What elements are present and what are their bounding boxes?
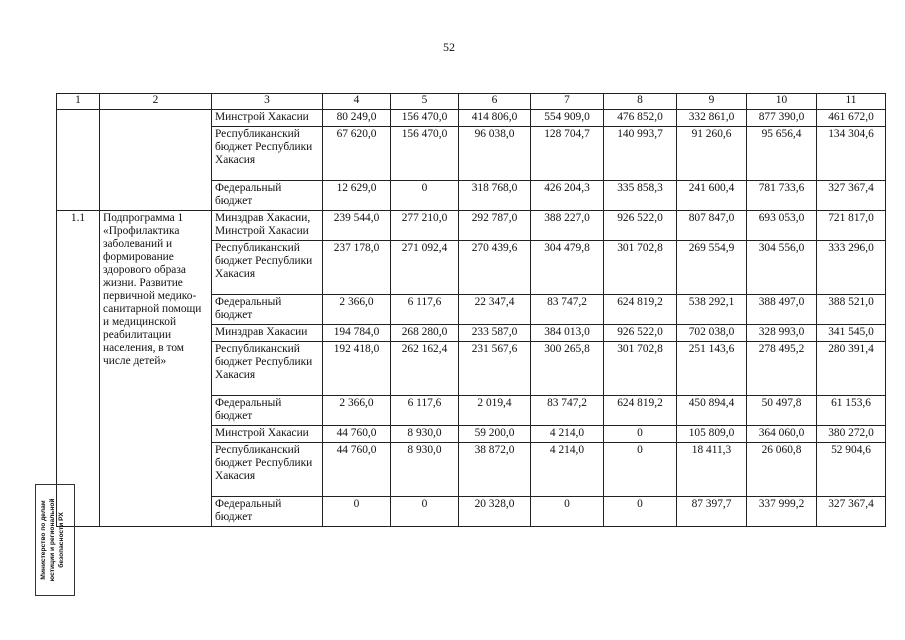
amount-cell: 2 366,0 xyxy=(323,396,391,426)
stamp-line: юстиции и региональной xyxy=(49,498,56,582)
budget-table xyxy=(56,93,886,527)
funding-source-cell: Республиканский бюджет Республики Хакасия xyxy=(212,342,323,396)
amount-cell: 241 600,4 xyxy=(677,181,747,211)
stamp-line: Министерство по делам xyxy=(40,500,47,580)
amount-cell: 80 249,0 xyxy=(323,110,391,127)
program-name-cell xyxy=(100,110,212,211)
header-cell: 5 xyxy=(391,94,459,110)
amount-cell: 426 204,3 xyxy=(531,181,604,211)
amount-cell: 251 143,6 xyxy=(677,342,747,396)
amount-cell: 693 053,0 xyxy=(747,211,817,241)
funding-source-cell: Федеральный бюджет xyxy=(212,396,323,426)
table-row xyxy=(57,211,886,241)
header-row xyxy=(57,94,886,110)
amount-cell: 380 272,0 xyxy=(817,426,886,443)
amount-cell: 328 993,0 xyxy=(747,325,817,342)
header-cell: 2 xyxy=(100,94,212,110)
amount-cell: 2 019,4 xyxy=(459,396,531,426)
amount-cell: 140 993,7 xyxy=(604,127,677,181)
header-cell: 11 xyxy=(817,94,886,110)
amount-cell: 414 806,0 xyxy=(459,110,531,127)
amount-cell: 341 545,0 xyxy=(817,325,886,342)
amount-cell: 18 411,3 xyxy=(677,443,747,497)
amount-cell: 262 162,4 xyxy=(391,342,459,396)
amount-cell: 364 060,0 xyxy=(747,426,817,443)
amount-cell: 237 178,0 xyxy=(323,241,391,295)
registration-stamp xyxy=(35,484,79,596)
header-cell: 3 xyxy=(212,94,323,110)
amount-cell: 318 768,0 xyxy=(459,181,531,211)
amount-cell: 67 620,0 xyxy=(323,127,391,181)
amount-cell: 156 470,0 xyxy=(391,127,459,181)
amount-cell: 0 xyxy=(391,181,459,211)
amount-cell: 624 819,2 xyxy=(604,295,677,325)
amount-cell: 231 567,6 xyxy=(459,342,531,396)
amount-cell: 301 702,8 xyxy=(604,342,677,396)
table-row xyxy=(57,110,886,127)
amount-cell: 277 210,0 xyxy=(391,211,459,241)
amount-cell: 105 809,0 xyxy=(677,426,747,443)
funding-source-cell: Федеральный бюджет xyxy=(212,295,323,325)
funding-source-cell: Минздрав Хакасии, Минстрой Хакасии xyxy=(212,211,323,241)
amount-cell: 337 999,2 xyxy=(747,497,817,527)
amount-cell: 335 858,3 xyxy=(604,181,677,211)
amount-cell: 0 xyxy=(323,497,391,527)
amount-cell: 156 470,0 xyxy=(391,110,459,127)
amount-cell: 91 260,6 xyxy=(677,127,747,181)
amount-cell: 624 819,2 xyxy=(604,396,677,426)
funding-source-cell: Республиканский бюджет Республики Хакасия xyxy=(212,127,323,181)
amount-cell: 278 495,2 xyxy=(747,342,817,396)
amount-cell: 877 390,0 xyxy=(747,110,817,127)
amount-cell: 268 280,0 xyxy=(391,325,459,342)
amount-cell: 50 497,8 xyxy=(747,396,817,426)
amount-cell: 781 733,6 xyxy=(747,181,817,211)
amount-cell: 52 904,6 xyxy=(817,443,886,497)
amount-cell: 87 397,7 xyxy=(677,497,747,527)
header-cell: 10 xyxy=(747,94,817,110)
funding-source-cell: Федеральный бюджет xyxy=(212,181,323,211)
amount-cell: 4 214,0 xyxy=(531,443,604,497)
header-cell: 6 xyxy=(459,94,531,110)
amount-cell: 388 227,0 xyxy=(531,211,604,241)
amount-cell: 0 xyxy=(604,497,677,527)
amount-cell: 95 656,4 xyxy=(747,127,817,181)
amount-cell: 271 092,4 xyxy=(391,241,459,295)
amount-cell: 332 861,0 xyxy=(677,110,747,127)
amount-cell: 476 852,0 xyxy=(604,110,677,127)
amount-cell: 0 xyxy=(604,426,677,443)
amount-cell: 450 894,4 xyxy=(677,396,747,426)
funding-source-cell: Федеральный бюджет xyxy=(212,497,323,527)
amount-cell: 280 391,4 xyxy=(817,342,886,396)
amount-cell: 83 747,2 xyxy=(531,295,604,325)
amount-cell: 327 367,4 xyxy=(817,181,886,211)
amount-cell: 194 784,0 xyxy=(323,325,391,342)
amount-cell: 59 200,0 xyxy=(459,426,531,443)
stamp-line: безопасности РХ xyxy=(58,512,65,568)
amount-cell: 388 497,0 xyxy=(747,295,817,325)
funding-source-cell: Минздрав Хакасии xyxy=(212,325,323,342)
amount-cell: 333 296,0 xyxy=(817,241,886,295)
amount-cell: 304 556,0 xyxy=(747,241,817,295)
amount-cell: 926 522,0 xyxy=(604,325,677,342)
header-cell: 7 xyxy=(531,94,604,110)
amount-cell: 192 418,0 xyxy=(323,342,391,396)
page-number: 52 xyxy=(443,40,455,54)
amount-cell: 20 328,0 xyxy=(459,497,531,527)
header-cell: 9 xyxy=(677,94,747,110)
amount-cell: 44 760,0 xyxy=(323,443,391,497)
amount-cell: 22 347,4 xyxy=(459,295,531,325)
amount-cell: 554 909,0 xyxy=(531,110,604,127)
header-cell: 8 xyxy=(604,94,677,110)
amount-cell: 721 817,0 xyxy=(817,211,886,241)
amount-cell: 301 702,8 xyxy=(604,241,677,295)
amount-cell: 38 872,0 xyxy=(459,443,531,497)
program-name-cell: Подпрограмма 1 «Профилактика заболеваний и формирование здорового образа жизни. Развитие первичной медико-санитарной помощи и медицинской реабилитации населения, в том числе детей» xyxy=(100,211,212,527)
amount-cell: 461 672,0 xyxy=(817,110,886,127)
funding-source-cell: Минстрой Хакасии xyxy=(212,426,323,443)
amount-cell: 926 522,0 xyxy=(604,211,677,241)
amount-cell: 388 521,0 xyxy=(817,295,886,325)
amount-cell: 44 760,0 xyxy=(323,426,391,443)
amount-cell: 233 587,0 xyxy=(459,325,531,342)
amount-cell: 0 xyxy=(531,497,604,527)
amount-cell: 96 038,0 xyxy=(459,127,531,181)
amount-cell: 128 704,7 xyxy=(531,127,604,181)
amount-cell: 12 629,0 xyxy=(323,181,391,211)
amount-cell: 4 214,0 xyxy=(531,426,604,443)
amount-cell: 269 554,9 xyxy=(677,241,747,295)
amount-cell: 61 153,6 xyxy=(817,396,886,426)
amount-cell: 6 117,6 xyxy=(391,295,459,325)
amount-cell: 2 366,0 xyxy=(323,295,391,325)
header-cell: 4 xyxy=(323,94,391,110)
amount-cell: 702 038,0 xyxy=(677,325,747,342)
row-index-cell xyxy=(57,110,100,211)
amount-cell: 538 292,1 xyxy=(677,295,747,325)
amount-cell: 807 847,0 xyxy=(677,211,747,241)
amount-cell: 239 544,0 xyxy=(323,211,391,241)
amount-cell: 0 xyxy=(604,443,677,497)
amount-cell: 0 xyxy=(391,497,459,527)
funding-source-cell: Республиканский бюджет Республики Хакасия xyxy=(212,241,323,295)
row-index-cell: 1.1 xyxy=(57,211,100,527)
amount-cell: 8 930,0 xyxy=(391,443,459,497)
amount-cell: 327 367,4 xyxy=(817,497,886,527)
amount-cell: 292 787,0 xyxy=(459,211,531,241)
amount-cell: 300 265,8 xyxy=(531,342,604,396)
amount-cell: 6 117,6 xyxy=(391,396,459,426)
amount-cell: 304 479,8 xyxy=(531,241,604,295)
funding-source-cell: Минстрой Хакасии xyxy=(212,110,323,127)
amount-cell: 134 304,6 xyxy=(817,127,886,181)
header-cell: 1 xyxy=(57,94,100,110)
amount-cell: 8 930,0 xyxy=(391,426,459,443)
funding-source-cell: Республиканский бюджет Республики Хакасия xyxy=(212,443,323,497)
amount-cell: 26 060,8 xyxy=(747,443,817,497)
amount-cell: 270 439,6 xyxy=(459,241,531,295)
amount-cell: 83 747,2 xyxy=(531,396,604,426)
amount-cell: 384 013,0 xyxy=(531,325,604,342)
